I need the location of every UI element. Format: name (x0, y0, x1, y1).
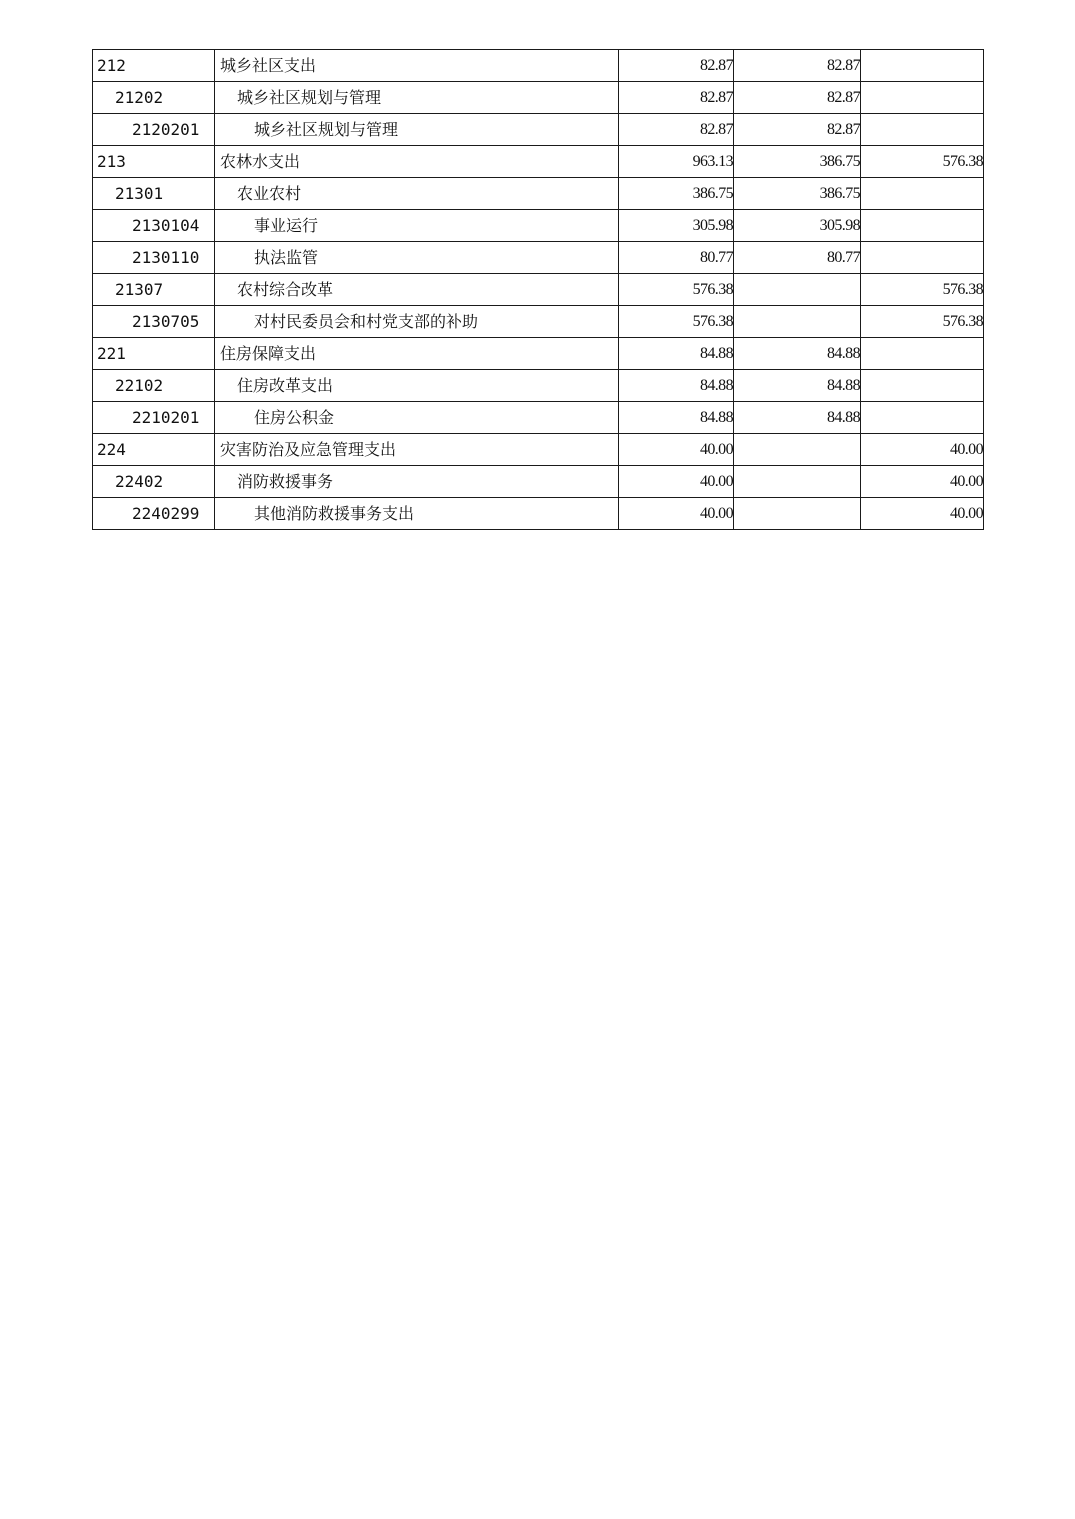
row-basic: 386.75 (734, 146, 861, 178)
row-total: 82.87 (619, 114, 734, 146)
row-code: 21202 (93, 82, 215, 114)
row-basic: 386.75 (734, 178, 861, 210)
table-row (93, 402, 984, 434)
row-name: 其他消防救援事务支出 (215, 498, 619, 530)
row-code: 22102 (93, 370, 215, 402)
row-project (861, 114, 984, 146)
row-total: 84.88 (619, 402, 734, 434)
row-total: 80.77 (619, 242, 734, 274)
table-row (93, 50, 984, 82)
row-total: 963.13 (619, 146, 734, 178)
row-total: 82.87 (619, 50, 734, 82)
row-total: 82.87 (619, 82, 734, 114)
row-code: 2130104 (93, 210, 215, 242)
row-code: 221 (93, 338, 215, 370)
table-row (93, 274, 984, 306)
row-name: 城乡社区支出 (215, 50, 619, 82)
table-row (93, 498, 984, 530)
row-total: 305.98 (619, 210, 734, 242)
row-code: 213 (93, 146, 215, 178)
row-code: 2130705 (93, 306, 215, 338)
row-project (861, 242, 984, 274)
row-basic (734, 274, 861, 306)
row-basic (734, 306, 861, 338)
row-name: 灾害防治及应急管理支出 (215, 434, 619, 466)
row-code: 2120201 (93, 114, 215, 146)
table-row (93, 306, 984, 338)
row-project: 40.00 (861, 498, 984, 530)
row-total: 84.88 (619, 370, 734, 402)
row-basic: 80.77 (734, 242, 861, 274)
row-name: 消防救援事务 (215, 466, 619, 498)
row-total: 386.75 (619, 178, 734, 210)
row-total: 40.00 (619, 498, 734, 530)
row-project (861, 50, 984, 82)
table-row (93, 146, 984, 178)
row-basic (734, 498, 861, 530)
row-total: 40.00 (619, 466, 734, 498)
row-project: 576.38 (861, 146, 984, 178)
row-project (861, 338, 984, 370)
row-project (861, 370, 984, 402)
row-total: 576.38 (619, 306, 734, 338)
row-project: 40.00 (861, 434, 984, 466)
row-project (861, 210, 984, 242)
row-name: 城乡社区规划与管理 (215, 114, 619, 146)
row-name: 农村综合改革 (215, 274, 619, 306)
row-name: 住房公积金 (215, 402, 619, 434)
table-row (93, 370, 984, 402)
row-basic: 84.88 (734, 338, 861, 370)
row-project: 576.38 (861, 306, 984, 338)
row-code: 21301 (93, 178, 215, 210)
row-project (861, 178, 984, 210)
row-basic: 305.98 (734, 210, 861, 242)
table-row (93, 114, 984, 146)
row-code: 2210201 (93, 402, 215, 434)
table-row (93, 178, 984, 210)
row-basic (734, 466, 861, 498)
row-code: 2130110 (93, 242, 215, 274)
row-name: 农业农村 (215, 178, 619, 210)
row-basic (734, 434, 861, 466)
row-project: 40.00 (861, 466, 984, 498)
row-code: 22402 (93, 466, 215, 498)
row-name: 住房改革支出 (215, 370, 619, 402)
budget-table (92, 49, 984, 530)
table-row (93, 338, 984, 370)
table-row (93, 434, 984, 466)
table-row (93, 466, 984, 498)
row-name: 住房保障支出 (215, 338, 619, 370)
row-total: 84.88 (619, 338, 734, 370)
row-code: 21307 (93, 274, 215, 306)
row-total: 40.00 (619, 434, 734, 466)
table-row (93, 82, 984, 114)
row-total: 576.38 (619, 274, 734, 306)
row-basic: 84.88 (734, 402, 861, 434)
row-basic: 82.87 (734, 82, 861, 114)
row-name: 执法监管 (215, 242, 619, 274)
row-code: 212 (93, 50, 215, 82)
row-name: 农林水支出 (215, 146, 619, 178)
row-name: 对村民委员会和村党支部的补助 (215, 306, 619, 338)
row-project (861, 82, 984, 114)
row-basic: 82.87 (734, 50, 861, 82)
row-name: 城乡社区规划与管理 (215, 82, 619, 114)
row-code: 224 (93, 434, 215, 466)
row-basic: 84.88 (734, 370, 861, 402)
table-row (93, 210, 984, 242)
row-project: 576.38 (861, 274, 984, 306)
row-name: 事业运行 (215, 210, 619, 242)
row-basic: 82.87 (734, 114, 861, 146)
row-project (861, 402, 984, 434)
table-row (93, 242, 984, 274)
row-code: 2240299 (93, 498, 215, 530)
